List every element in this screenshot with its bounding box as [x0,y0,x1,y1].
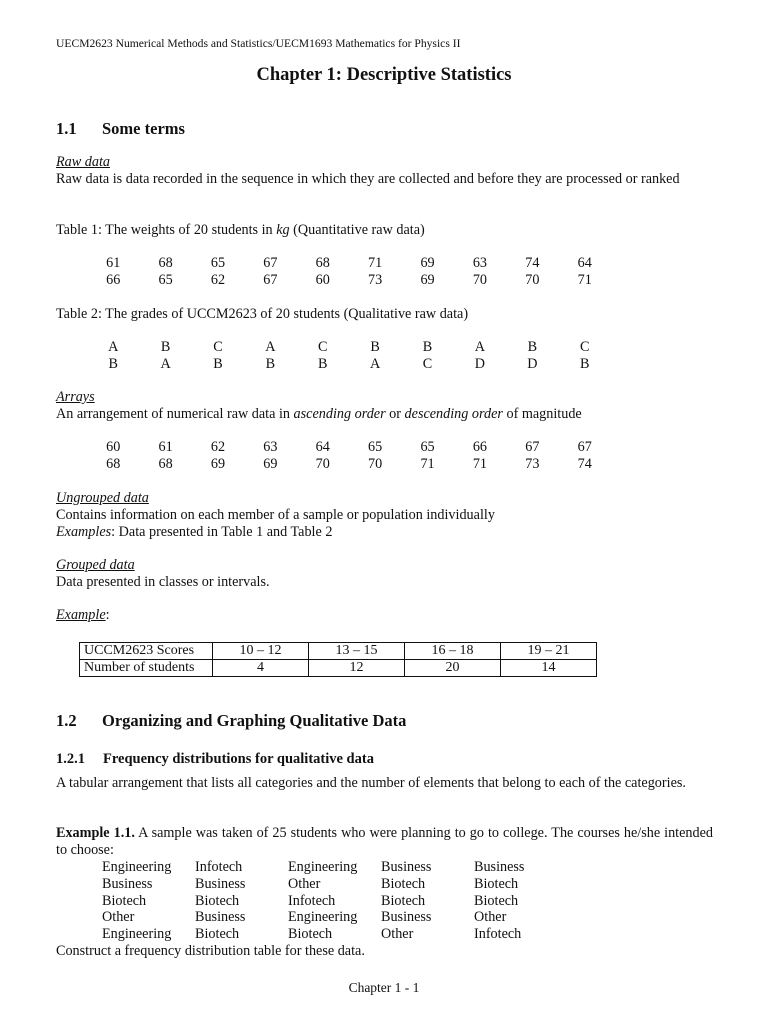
weight-value: 65 [158,271,173,288]
array-value: 71 [472,455,488,472]
grade-value: A [160,355,171,372]
course-value: Biotech [195,892,240,909]
scores-row-label: UCCM2623 Scores [80,643,213,660]
course-value: Business [195,875,246,892]
weight-value: 65 [210,255,226,271]
array-value: 67 [577,439,592,455]
course-value: Infotech [288,892,336,909]
grade-value: B [527,339,538,355]
table1-caption: Table 1: The weights of 20 students in kg (Quantitative raw data) [56,222,425,238]
course-value: Infotech [474,926,522,943]
course-value: Biotech [474,875,519,892]
course-value: Business [102,875,153,892]
weight-value: 63 [472,255,488,271]
arrays-definition: An arrangement of numerical raw data in ascending order or descending order of magnitude [56,406,582,422]
raw-data-definition: Raw data is data recorded in the sequence in which they are collected and before they are processed or ranked [56,171,680,187]
course-value: Engineering [102,926,172,943]
example-label: Example: [56,607,110,623]
array-value: 70 [368,455,383,472]
course-value: Other [474,909,507,926]
scores-table [79,642,597,677]
array-value: 65 [420,439,435,455]
weight-value: 68 [315,255,330,271]
weight-value: 67 [263,255,278,271]
weight-value: 60 [315,271,330,288]
grade-value: C [318,339,328,355]
grade-value: D [527,355,538,372]
array-value: 69 [263,455,278,472]
frequency-definition: A tabular arrangement that lists all categories and the number of elements that belong to each of the categories. [56,775,686,791]
array-value: 73 [525,455,540,472]
weight-value: 62 [210,271,226,288]
array-value: 67 [525,439,540,455]
array-value: 70 [315,455,330,472]
section-title: Organizing and Graphing Qualitative Data [102,711,407,730]
table2-values [87,339,611,373]
course-value: Biotech [381,892,426,909]
table2-caption: Table 2: The grades of UCCM2623 of 20 students (Qualitative raw data) [56,306,469,322]
weight-value: 73 [368,271,383,288]
array-value: 64 [315,439,330,455]
weight-value: 71 [577,271,592,288]
grade-value: B [265,355,276,372]
grade-value: A [108,339,119,355]
course-value: Biotech [102,892,147,909]
grouped-definition: Data presented in classes or intervals. [56,574,270,590]
array-value: 68 [106,455,121,472]
course-value: Business [381,909,432,926]
students-row-label: Number of students [80,660,213,677]
array-value: 68 [158,455,173,472]
grade-value: B [579,355,590,372]
student-count: 12 [309,660,405,677]
grade-value: C [213,339,223,355]
chapter-title: Chapter 1: Descriptive Statistics [256,65,512,85]
array-value: 74 [577,455,592,472]
grouped-term: Grouped data [56,557,135,573]
example-instruction: Construct a frequency distribution table for these data. [56,943,365,959]
example-1-1-statement: Example 1.1. A sample was taken of 25 students who were planning to go to college. The courses he/she intended to choose: [56,825,713,858]
course-value: Engineering [102,859,172,875]
array-value: 66 [472,439,488,455]
array-value: 65 [368,439,383,455]
section-1-2-1-heading [56,751,374,768]
ungrouped-definition: Contains information on each member of a sample or population individually [56,507,495,523]
grade-value: B [370,339,380,355]
grade-value: B [160,339,171,355]
section-1-1-heading [56,119,185,139]
class-interval: 13 – 15 [309,643,405,660]
array-value: 61 [158,439,173,455]
weight-value: 69 [420,271,435,288]
section-title: Some terms [102,119,185,138]
array-value: 69 [210,455,226,472]
grade-value: B [108,355,118,372]
course-value: Engineering [288,909,358,926]
weight-value: 67 [263,271,278,288]
course-value: Business [381,859,432,875]
raw-data-term: Raw data [56,154,110,170]
student-count: 4 [213,660,309,677]
class-interval: 16 – 18 [405,643,501,660]
table-row [80,660,597,677]
arrays-term: Arrays [56,389,95,405]
student-count: 20 [405,660,501,677]
grade-value: A [265,339,276,355]
weight-value: 71 [368,255,383,271]
ungrouped-term: Ungrouped data [56,490,149,506]
section-1-2-heading [56,711,406,731]
weight-value: 66 [106,271,121,288]
weight-value: 74 [525,255,540,271]
class-interval: 19 – 21 [501,643,597,660]
table-row [80,643,597,660]
section-number: 1.2 [56,711,77,730]
array-value: 62 [210,439,226,455]
grade-value: A [370,355,381,372]
grade-value: D [474,355,486,372]
section-number: 1.2.1 [56,751,85,767]
course-value: Biotech [474,892,519,909]
weight-value: 70 [525,271,540,288]
course-value: Business [195,909,246,926]
course-value: Biotech [288,926,333,943]
running-head: UECM2623 Numerical Methods and Statistics/UECM1693 Mathematics for Physics II [56,37,461,50]
section-number: 1.1 [56,119,77,138]
course-value: Other [102,909,135,926]
grade-value: C [422,355,433,372]
array-value: 60 [106,439,121,455]
course-value: Engineering [288,859,358,875]
course-value: Biotech [195,926,240,943]
course-value: Infotech [195,859,243,875]
class-interval: 10 – 12 [213,643,309,660]
table1-values [87,255,611,289]
course-value: Biotech [381,875,426,892]
grade-value: B [318,355,328,372]
page-footer: Chapter 1 - 1 [348,980,420,995]
weight-value: 70 [472,271,488,288]
course-value: Other [381,926,414,943]
grade-value: C [579,339,590,355]
ungrouped-examples: Examples: Data presented in Table 1 and Table 2 [56,524,333,540]
grade-value: A [474,339,486,355]
courses-list [102,859,567,943]
grade-value: B [422,339,433,355]
array-value: 63 [263,439,278,455]
course-value: Other [288,875,321,892]
course-value: Business [474,859,525,875]
weight-value: 64 [577,255,592,271]
arrays-values [87,439,611,473]
student-count: 14 [501,660,597,677]
grade-value: B [213,355,223,372]
weight-value: 61 [106,255,121,271]
section-title: Frequency distributions for qualitative data [103,751,374,767]
array-value: 71 [420,455,435,472]
weight-value: 68 [158,255,173,271]
weight-value: 69 [420,255,435,271]
